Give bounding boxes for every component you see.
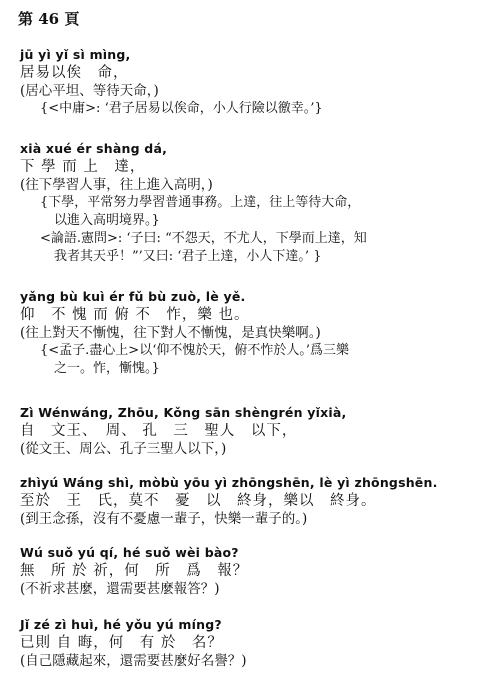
- annotation-line: <論語.憲問>: ‘子曰: “不怨天，不尤人，下學而上達，知: [40, 231, 367, 246]
- hanzi-line: 下 學 而 上 達，: [20, 159, 146, 175]
- hanzi-line: 仰 不 愧 而 俯 不 怍，樂 也。: [20, 307, 250, 323]
- verse-entry-6: [20, 544, 490, 598]
- pinyin-line: jū yì yǐ sì mìng,: [20, 47, 131, 62]
- pinyin-line: Zì Wénwáng, Zhōu, Kǒng sān shèngrén yǐxià,: [20, 405, 347, 420]
- hanzi-line: 自 文王、 周、 孔 三 聖人 以下，: [20, 423, 298, 439]
- paraphrase-line: (自己隱藏起來，還需要甚麼好名譽？): [20, 653, 247, 669]
- pinyin-line: Wú suǒ yú qí, hé suǒ wèi bào?: [20, 545, 239, 560]
- paraphrase-line: (從文王、周公、孔子三聖人以下，): [20, 441, 227, 457]
- hanzi-line: 無 所 於 祈，何 所 爲 報？: [20, 563, 249, 579]
- pinyin-line: zhìyú Wáng shì, mòbù yōu yì zhōngshēn, lè yì zhōngshēn.: [20, 475, 438, 490]
- pinyin-line: Jǐ zé zì huì, hé yǒu yú míng?: [20, 617, 222, 632]
- verse-entry-5: [20, 474, 490, 528]
- hanzi-line: 至於 王 氏，莫不 憂 以 終身，樂以 終身。: [20, 493, 377, 509]
- annotation-line: {下學，平常努力學習普通事務。上達，往上等待大命，: [40, 195, 361, 210]
- hanzi-line: 已則 自 晦，何 有 於 名？: [20, 635, 223, 651]
- verse-entry-2: [20, 140, 490, 266]
- verse-entry-4: [20, 404, 490, 458]
- annotation-line: 之一。怍，慚愧。}: [54, 361, 160, 376]
- annotation-line: {<孟子.盡心上>以‘仰不愧於天，俯不怍於人。’爲三樂: [40, 343, 349, 358]
- annotation-line: {<中庸>: ‘君子居易以俟命，小人行險以徼幸。’}: [40, 101, 323, 116]
- verse-entry-1: [20, 46, 490, 118]
- page-number: 第 46 頁: [18, 10, 80, 28]
- paraphrase-line: (到王念孫，沒有不憂慮一輩子，快樂一輩子的。): [20, 511, 308, 527]
- pinyin-line: xià xué ér shàng dá,: [20, 141, 168, 156]
- paraphrase-line: (居心平坦、等待天命，): [20, 83, 159, 99]
- verse-entry-7: [20, 616, 490, 670]
- annotation-line: 我者其天乎！”’又曰: ‘君子上達，小人下達。’ }: [54, 249, 322, 264]
- verse-entry-3: [20, 288, 490, 378]
- annotation-line: 以進入高明境界。}: [54, 213, 160, 228]
- paraphrase-line: (不祈求甚麼，還需要甚麼報答？): [20, 581, 220, 597]
- paraphrase-line: (往上對天不慚愧，往下對人不慚愧，是真快樂啊。): [20, 325, 321, 341]
- hanzi-line: 居易以俟 命，: [20, 65, 129, 81]
- paraphrase-line: (往下學習人事，往上進入高明，): [20, 177, 213, 193]
- pinyin-line: yǎng bù kuì ér fǔ bù zuò, lè yě.: [20, 289, 246, 304]
